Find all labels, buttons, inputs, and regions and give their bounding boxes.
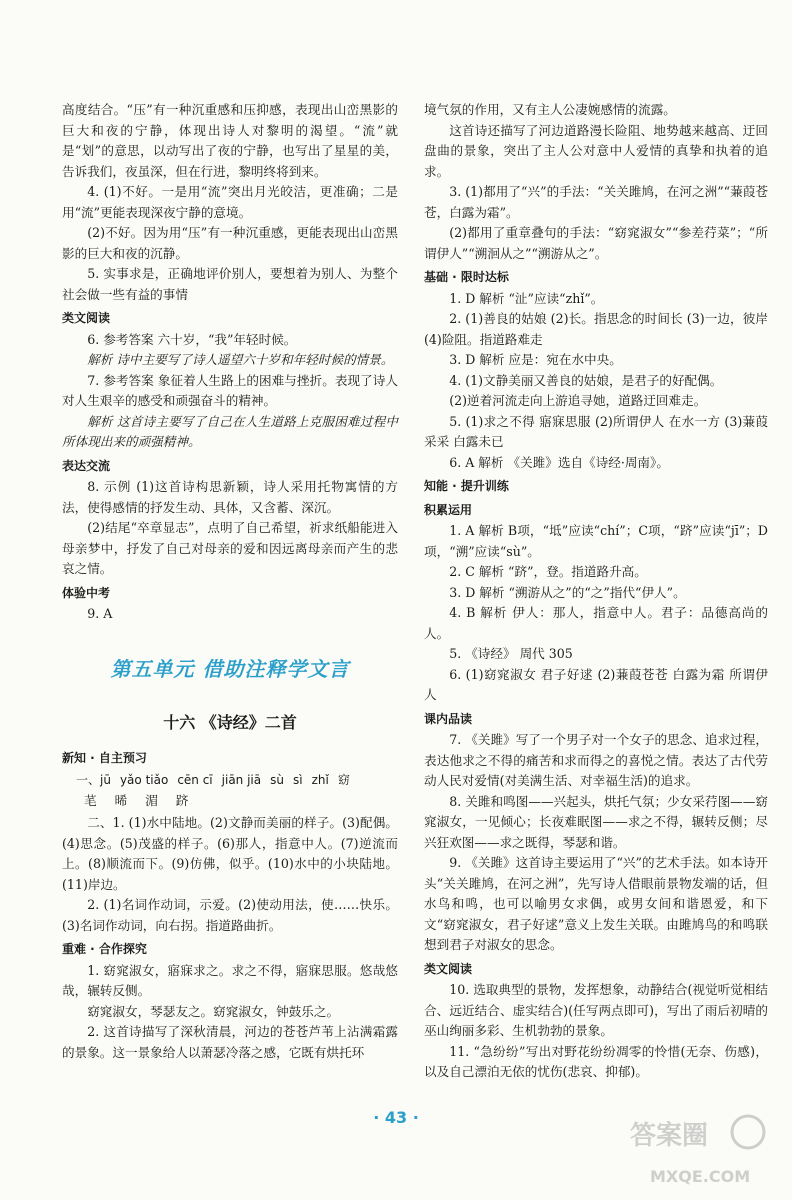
watermark-text: 答案圈 bbox=[630, 1121, 709, 1151]
answer-paragraph: 9. 《关雎》这首诗主要运用了“兴”的艺术手法。如本诗开头“关关雎鸠，在河之洲”，先写诗人借眼前景物发端的话，但水鸟和鸣，也可以喻男女求偶，或男女间和谐恩爱，和下文“窈窕淑女，君子好逑”意义上发生关联。由雎鸠鸟的和鸣联想到君子对淑女的思念。 bbox=[424, 855, 768, 952]
answer-paragraph: 3. (1)都用了“兴”的手法：“关关雎鸠，在河之洲”“蒹葭苍苍，白露为霜”。 bbox=[424, 184, 768, 220]
answer-paragraph: (2)都用了重章叠句的手法：“窈窕淑女”“参差荇菜”；“所谓伊人”“溯洄从之”“溯游从之”。 bbox=[424, 225, 768, 261]
hanzi-row bbox=[62, 791, 398, 812]
answer-paragraph: 2. (1)名词作动词，示爱。(2)使动用法，使……快乐。(3)名词作动词，向右拐。指道路曲折。 bbox=[62, 897, 398, 933]
answer-paragraph: (2)逆着河流走向上游追寻她，道路迂回难走。 bbox=[449, 393, 707, 408]
answer-paragraph: 二、1. (1)水中陆地。(2)文静而美丽的样子。(3)配偶。(4)思念。(5)茂盛的样子。(6)那人，指意中人。(7)逆流而上。(8)顺流而下。(9)仿佛，似乎。(10)水中的小块陆地。(11)岸边。 bbox=[62, 815, 398, 892]
hanzi-item: 晞 bbox=[114, 792, 128, 808]
section-heading: 知能 · 提升训练 bbox=[424, 479, 509, 493]
answer-paragraph: 10. 选取典型的景物，发挥想象，动静结合(视觉听觉相结合、远近结合、虚实结合)(任写两点即可)，写出了雨后初晴的巫山绚丽多彩、生机勃勃的景象。 bbox=[424, 982, 768, 1038]
answer-paragraph: 9. A bbox=[87, 606, 113, 621]
pinyin-item: sù bbox=[270, 773, 284, 787]
unit-title: 第五单元 借助注释学文言 bbox=[110, 656, 350, 681]
page-number: · 43 · bbox=[373, 1108, 419, 1127]
answer-paragraph: 4. B 解析 伊人：那人，指意中人。君子：品德高尚的人。 bbox=[424, 605, 768, 641]
answer-paragraph: 这首诗还描写了河边道路漫长险阻、地势越来越高、迂回盘曲的景象，突出了主人公对意中人爱情的真挚和执着的追求。 bbox=[424, 122, 768, 179]
answer-paragraph: 境气氛的作用，又有主人公凄婉感情的流露。 bbox=[424, 102, 676, 117]
pinyin-item: 一、jū bbox=[76, 773, 111, 787]
answer-paragraph: 3. D 解析 应是：宛在水中央。 bbox=[449, 352, 622, 367]
answer-paragraph: 8. 关雎和鸣图——兴起头，烘托气氛；少女采荇图——窈窕淑女，一见倾心；长夜难眠图——求之不得，辗转反侧；尽兴狂欢图——求之既得，琴瑟和谐。 bbox=[424, 793, 768, 850]
answer-paragraph: 1. 窈窕淑女，寤寐求之。求之不得，寤寐思服。悠哉悠哉，辗转反侧。 bbox=[62, 962, 398, 998]
watermark-url: MXQE.COM bbox=[650, 1167, 751, 1186]
answer-paragraph: 7. 参考答案 象征着人生路上的困难与挫折。表现了诗人对人生艰辛的感受和顽强奋斗的精神。 bbox=[62, 372, 398, 408]
answer-paragraph: 1. A 解析 B项，“坻”应读“chí”；C项，“跻”应读“jī”；D项，“溯”应读“sù”。 bbox=[424, 523, 768, 559]
left-blocks-1 bbox=[62, 100, 398, 625]
pinyin-item: sì bbox=[292, 773, 303, 787]
section-heading: 基础 · 限时达标 bbox=[424, 270, 509, 284]
answer-paragraph: 5. (1)求之不得 寤寐思服 (2)所谓伊人 在水一方 (3)蒹葭采采 白露未已 bbox=[424, 413, 768, 449]
answer-paragraph: 4. (1)不好。一是用“流”突出月光皎洁，更准确；二是用“流”更能表现深夜宁静的意境。 bbox=[62, 184, 398, 220]
section-heading-preview: 新知 · 自主预习 bbox=[62, 750, 147, 765]
answer-paragraph: 6. A 解析 《关雎》选自《诗经·周南》。 bbox=[449, 454, 669, 470]
pinyin-item: cēn cī bbox=[177, 773, 213, 787]
answer-paragraph: 4. (1)文静美丽又善良的姑娘，是君子的好配偶。 bbox=[449, 372, 723, 388]
pinyin-item: jiān jiā bbox=[221, 773, 262, 787]
pinyin-row bbox=[62, 770, 398, 791]
section-heading: 表达交流 bbox=[62, 458, 111, 473]
answer-paragraph: 2. C 解析 “跻”，登。指道路升高。 bbox=[449, 564, 647, 579]
lesson-title: 十六 《诗经》二首 bbox=[163, 713, 297, 732]
section-heading: 课内品读 bbox=[424, 711, 473, 726]
answer-paragraph: 2. 这首诗描写了深秋清晨，河边的苍苍芦苇上沾满霜露的景象。这一景象给人以萧瑟冷落之感，它既有烘托环 bbox=[62, 1024, 398, 1060]
answer-paragraph: (2)结尾“卒章显志”，点明了自己希望，祈求纸船能进入母亲梦中，抒发了自己对母亲的爱和因远离母亲而产生的悲哀之情。 bbox=[62, 520, 398, 576]
answer-paragraph: (2)不好。因为用“压”有一种沉重感，更能表现出山峦黑影的巨大和夜的沉静。 bbox=[62, 225, 398, 261]
answer-paragraph: 解析 诗中主要写了诗人遥望六十岁和年轻时候的情景。 bbox=[87, 352, 394, 367]
answer-paragraph: 6. (1)窈窕淑女 君子好逑 (2)蒹葭苍苍 白露为霜 所谓伊人 bbox=[424, 666, 768, 702]
right-column bbox=[424, 100, 768, 1083]
answer-paragraph: 窈窕淑女，琴瑟友之。窈窕淑女，钟鼓乐之。 bbox=[87, 1003, 340, 1019]
answer-paragraph: 高度结合。“压”有一种沉重感和压抑感，表现出山峦黑影的巨大和夜的宁静，体现出诗人对黎明的渴望。“流”就是“划”的意思，以动写出了夜的宁静，也写出了星星的美，告诉我们，夜虽深，但在行进，黎明终将到来。 bbox=[62, 102, 398, 179]
section-heading: 类文阅读 bbox=[62, 311, 111, 325]
answer-paragraph: 11. “急纷纷”写出对野花纷纷凋零的怜惜(无奈、伤感)，以及自己漂泊无依的忧伤(悲哀、抑郁)。 bbox=[424, 1043, 768, 1079]
left-blocks-2 bbox=[62, 813, 398, 1063]
section-heading: 体验中考 bbox=[62, 585, 111, 600]
answer-paragraph: 5. 《诗经》 周代 305 bbox=[449, 646, 573, 661]
answer-paragraph: 6. 参考答案 六十岁，“我”年轻时候。 bbox=[87, 331, 297, 347]
answer-paragraph: 5. 实事求是，正确地评价别人，要想着为别人、为整个社会做一些有益的事情 bbox=[62, 266, 398, 302]
section-heading: 积累运用 bbox=[424, 502, 473, 517]
pinyin-item: zhǐ bbox=[311, 773, 329, 787]
hanzi-item: 芼 bbox=[84, 792, 97, 808]
answer-paragraph: 1. D 解析 “沚”应读“zhǐ”。 bbox=[449, 290, 604, 306]
pinyin-item: yǎo tiǎo bbox=[119, 773, 169, 787]
left-column bbox=[62, 100, 398, 1063]
section-heading: 类文阅读 bbox=[424, 961, 473, 976]
pinyin-item: 窈 bbox=[337, 773, 350, 787]
hanzi-item: 湄 bbox=[145, 792, 158, 808]
answer-paragraph: 2. (1)善良的姑娘 (2)长。指思念的时间长 (3)一边，彼岸 (4)险阻。指道路难走 bbox=[424, 311, 768, 347]
hanzi-item: 跻 bbox=[175, 792, 189, 808]
watermark-logo bbox=[626, 1104, 776, 1190]
section-heading: 重难 · 合作探究 bbox=[62, 942, 147, 956]
answer-paragraph: 8. 示例 (1)这首诗构思新颖，诗人采用托物寓情的方法，使得感情的抒发生动、具体，又含蓄、深沉。 bbox=[62, 479, 398, 515]
answer-paragraph: 7. 《关雎》写了一个男子对一个女子的思念、追求过程，表达他求之不得的痛苦和求而得之的喜悦之情。表达了古代劳动人民对爱情(对美满生活、对幸福生活)的追求。 bbox=[424, 732, 768, 788]
answer-paragraph: 3. D 解析 “溯游从之”的“之”指代“伊人”。 bbox=[449, 584, 686, 600]
watermark-circle-icon bbox=[732, 1116, 764, 1148]
answer-paragraph: 解析 这首诗主要写了自己在人生道路上克服困难过程中所体现出来的顽强精神。 bbox=[62, 413, 398, 449]
